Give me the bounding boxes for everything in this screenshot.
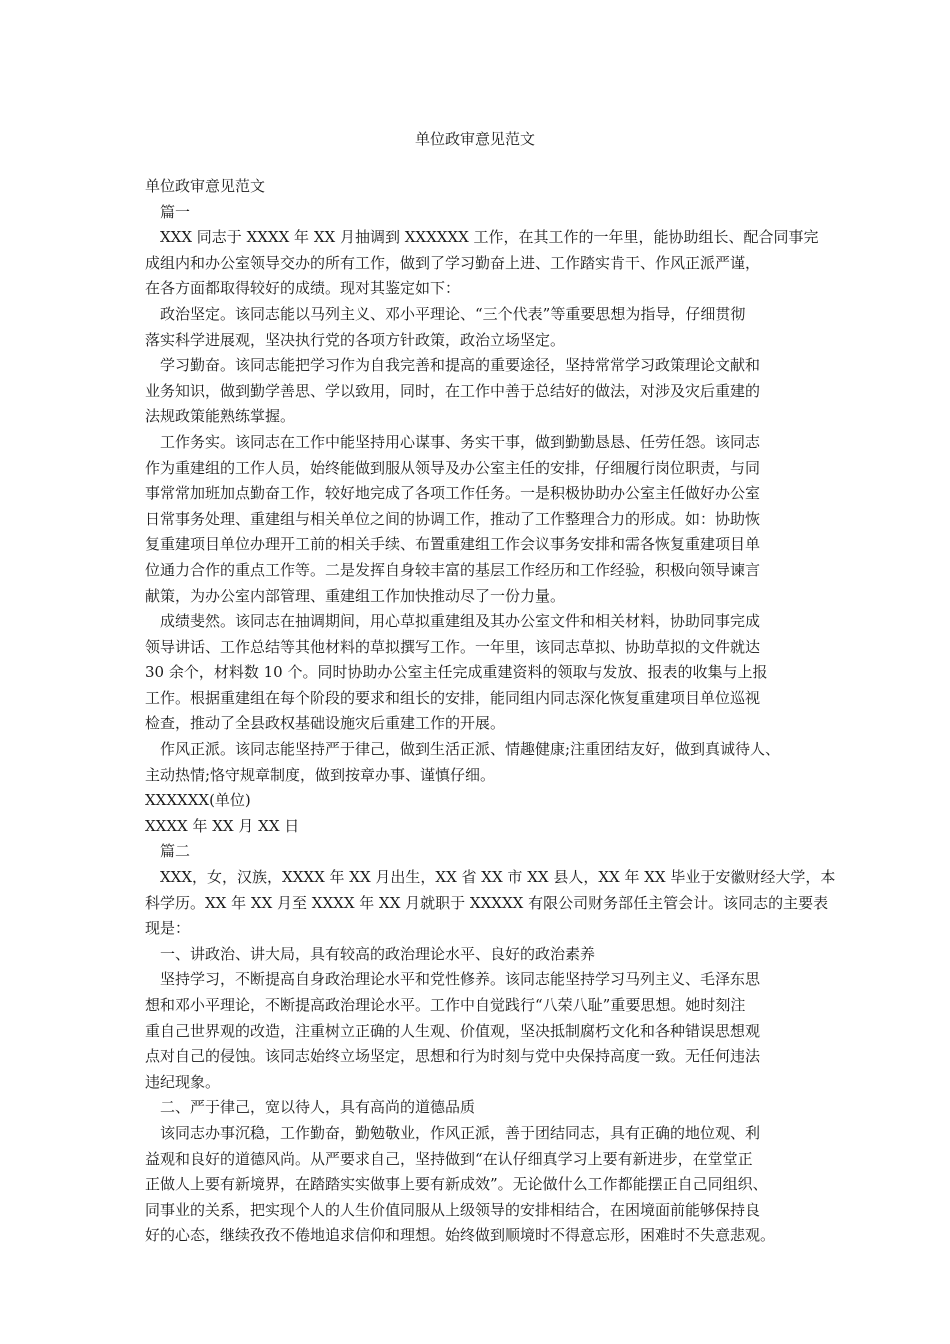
text-line: 点对自己的侵蚀。该同志始终立场坚定，思想和行为时刻与党中央保持高度一致。无任何违法 xyxy=(145,1047,761,1066)
text-line: 篇一 xyxy=(160,202,191,221)
document-title: 单位政审意见范文 xyxy=(414,130,535,148)
text-line: 政治坚定。该同志能以马列主义、邓小平理论、“三个代表”等重要思想为指导，仔细贯彻 xyxy=(160,304,746,323)
text-line: 成组内和办公室领导交办的所有工作，做到了学习勤奋上进、工作踏实肯干、作风正派严谨， xyxy=(145,253,761,272)
text-line: XXX，女，汉族，XXXX 年 XX 月出生，XX 省 XX 市 XX 县人，XX 年 XX 毕业于安徽财经大学，本 xyxy=(160,868,836,887)
text-line: 单位政审意见范文 xyxy=(145,177,266,195)
text-line: 位通力合作的重点工作等。二是发挥自身较丰富的基层工作经历和工作经验，积极向领导谏言 xyxy=(145,560,761,579)
text-line: 事常常加班加点勤奋工作，较好地完成了各项工作任务。一是积极协助办公室主任做好办公室 xyxy=(145,484,761,503)
text-line: XXXXXX(单位) xyxy=(145,791,251,810)
text-line: 作风正派。该同志能坚持严于律己，做到生活正派、情趣健康;注重团结友好，做到真诚待人、 xyxy=(160,740,781,759)
text-line: 二、严于律己，宽以待人，具有高尚的道德品质 xyxy=(160,1098,476,1117)
text-line: 同事业的关系，把实现个人的人生价值同服从上级领导的安排相结合，在困境面前能够保持良 xyxy=(145,1200,761,1219)
text-line: 领导讲话、工作总结等其他材料的草拟撰写工作。一年里，该同志草拟、协助草拟的文件就达 xyxy=(145,637,761,656)
text-line: 现是： xyxy=(145,919,191,938)
text-line: 想和邓小平理论，不断提高政治理论水平。工作中自觉践行“八荣八耻”重要思想。她时刻注 xyxy=(145,996,746,1014)
text-line: 献策，为办公室内部管理、重建组工作加快推动尽了一份力量。 xyxy=(145,586,566,605)
text-line: 复重建项目单位办理开工前的相关手续、布置重建组工作会议事务安排和需各恢复重建项目单 xyxy=(145,535,761,554)
text-line: 一、讲政治、讲大局，具有较高的政治理论水平、良好的政治素养 xyxy=(160,944,596,963)
text-line: 好的心态，继续孜孜不倦地追求信仰和理想。始终做到顺境时不得意忘形，困难时不失意悲观。 xyxy=(145,1226,776,1245)
text-line: 正做人上要有新境界，在踏踏实实做事上要有新成效”。无论做什么工作都能摆正自己同组织、 xyxy=(145,1175,768,1194)
text-line: XXXX 年 XX 月 XX 日 xyxy=(145,816,300,835)
text-line: 学习勤奋。该同志能把学习作为自我完善和提高的重要途径，坚持常常学习政策理论文献和 xyxy=(160,356,761,375)
text-line: XXX 同志于 XXXX 年 XX 月抽调到 XXXXXX 工作，在其工作的一年里，能协助组长、配合同事完 xyxy=(160,228,819,247)
text-line: 成绩斐然。该同志在抽调期间，用心草拟重建组及其办公室文件和相关材料，协助同事完成 xyxy=(160,612,761,631)
text-line: 重自己世界观的改造，注重树立正确的人生观、价值观，坚决抵制腐朽文化和各种错误思想观 xyxy=(145,1021,761,1040)
text-line: 违纪现象。 xyxy=(145,1072,221,1091)
text-line: 法规政策能熟练掌握。 xyxy=(145,407,296,426)
text-line: 坚持学习，不断提高自身政治理论水平和党性修养。该同志能坚持学习马列主义、毛泽东思 xyxy=(160,970,761,989)
text-line: 主动热情;恪守规章制度，做到按章办事、谨慎仔细。 xyxy=(145,765,496,784)
text-line: 篇二 xyxy=(160,842,191,861)
text-line: 30 余个，材料数 10 个。同时协助办公室主任完成重建资料的领取与发放、报表的收集与上报 xyxy=(145,663,768,682)
text-line: 落实科学进展观，坚决执行党的各项方针政策，政治立场坚定。 xyxy=(145,330,566,349)
document-body xyxy=(145,174,836,1249)
text-line: 在各方面都取得较好的成绩。现对其鉴定如下： xyxy=(145,279,461,298)
text-line: 益观和良好的道德风尚。从严要求自己，坚持做到“在认仔细真学习上要有新进步，在堂堂正 xyxy=(145,1149,753,1168)
text-line: 作为重建组的工作人员，始终能做到服从领导及办公室主任的安排，仔细履行岗位职责，与同 xyxy=(145,458,761,477)
text-line: 工作务实。该同志在工作中能坚持用心谋事、务实干事，做到勤勤恳恳、任劳任怨。该同志 xyxy=(160,432,761,451)
text-line: 业务知识，做到勤学善思、学以致用，同时，在工作中善于总结好的做法，对涉及灾后重建的 xyxy=(145,381,761,400)
text-line: 该同志办事沉稳，工作勤奋，勤勉敬业，作风正派，善于团结同志，具有正确的地位观、利 xyxy=(160,1123,761,1142)
text-line: 日常事务处理、重建组与相关单位之间的协调工作，推动了工作整理合力的形成。如：协助恢 xyxy=(145,509,761,528)
text-line: 检查，推动了全县政权基础设施灾后重建工作的开展。 xyxy=(145,714,506,733)
text-line: 工作。根据重建组在每个阶段的要求和组长的安排，能同组内同志深化恢复重建项目单位巡视 xyxy=(145,688,761,707)
text-line: 科学历。XX 年 XX 月至 XXXX 年 XX 月就职于 XXXXX 有限公司财务部任主管会计。该同志的主要表 xyxy=(145,893,829,912)
